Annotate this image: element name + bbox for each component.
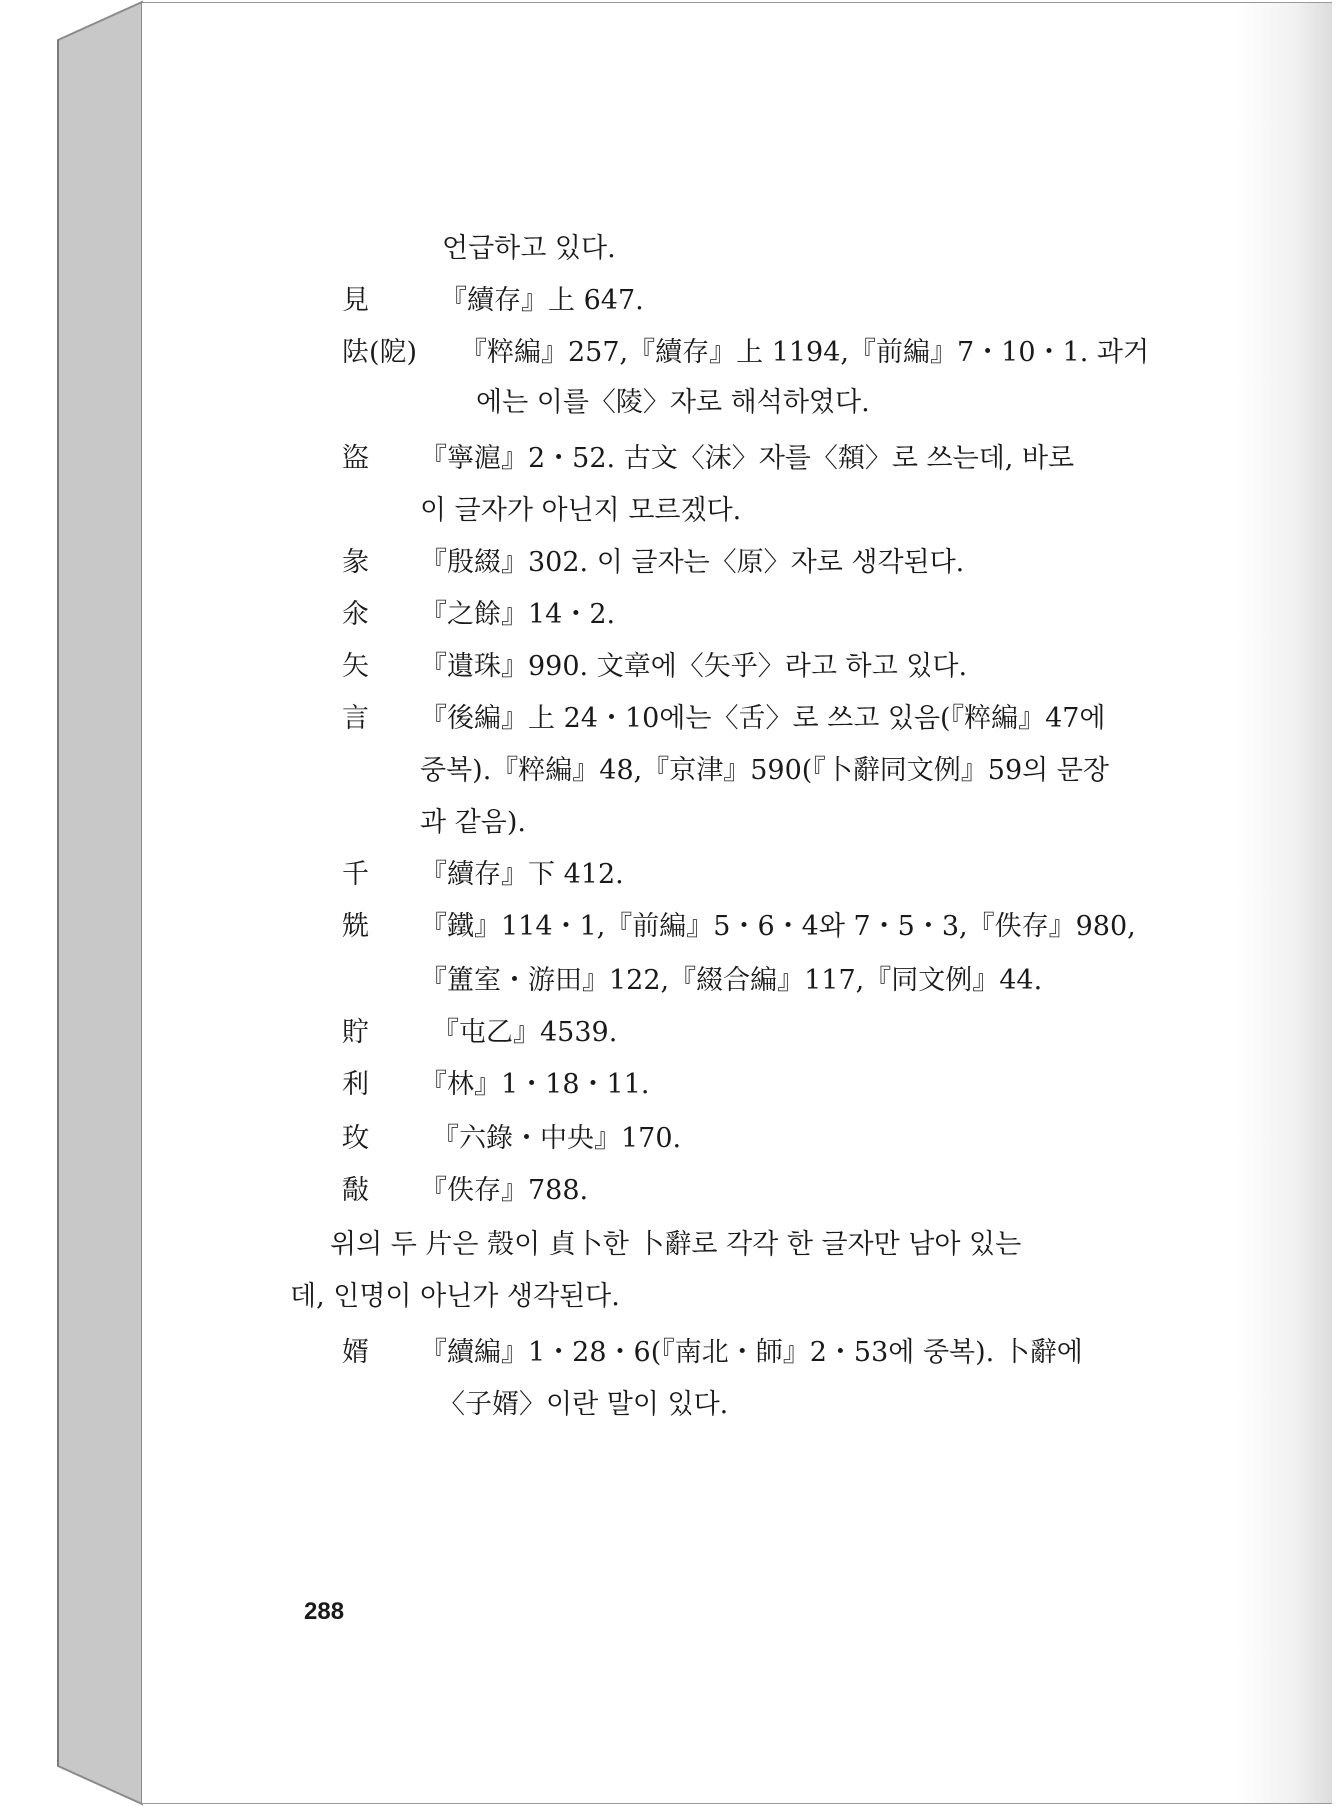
entry-text-line: 『遺珠』990. 文章에〈矢乎〉라고 하고 있다. xyxy=(420,651,968,682)
entry-text-line: 『續存』上 647. xyxy=(440,285,644,316)
entry-text-line: 〈子婿〉이란 말이 있다. xyxy=(438,1389,729,1420)
entry-text-line: 이 글자가 아닌지 모르겠다. xyxy=(420,495,742,526)
entry-text-line: 중복).『粹編』48,『京津』590(『卜辭同文例』59의 문장 xyxy=(420,755,1109,786)
entry-headword: 阹(阸) xyxy=(342,337,418,368)
entry-headword: 彖 xyxy=(342,547,369,578)
entry-text-line: 『續編』1・28・6(『南北・師』2・53에 중복). 卜辭에 xyxy=(420,1337,1083,1368)
entry-text-line: 『之餘』14・2. xyxy=(420,599,616,630)
entry-headword: 氽 xyxy=(342,599,369,630)
entry-headword: 千 xyxy=(342,859,369,890)
entry-headword: 盜 xyxy=(342,443,369,474)
entry-text-line: 『殷綴』302. 이 글자는〈原〉자로 생각된다. xyxy=(420,547,965,578)
entry-text-line: 『六錄・中央』170. xyxy=(432,1123,682,1154)
entry-text-line: 『寧滬』2・52. 古文〈沫〉자를〈頮〉로 쓰는데, 바로 xyxy=(420,443,1075,474)
entry-headword: 貯 xyxy=(342,1017,369,1048)
entry-headword: 玫 xyxy=(342,1123,369,1154)
entry-headword: 婿 xyxy=(342,1337,369,1368)
entry-text-line: 『後編』上 24・10에는〈舌〉로 쓰고 있음(『粹編』47에 xyxy=(420,703,1106,734)
entry-headword: 言 xyxy=(342,703,369,734)
entry-text-line: 『簠室・游田』122,『綴合編』117,『同文例』44. xyxy=(420,965,1043,996)
entry-text-line: 『屯乙』4539. xyxy=(432,1017,618,1048)
book-spine-edge xyxy=(0,0,145,1806)
entry-text-line: 『粹編』257,『續存』上 1194,『前編』7・10・1. 과거 xyxy=(460,337,1150,368)
page-content xyxy=(142,3,1332,1803)
entry-text-line: 에는 이를〈陵〉자로 해석하였다. xyxy=(476,387,870,418)
entry-text-line: 『鐵』114・1,『前編』5・6・4와 7・5・3,『佚存』980, xyxy=(420,911,1136,942)
entry-text-line: 『佚存』788. xyxy=(420,1175,589,1206)
paragraph-line: 위의 두 片은 殼이 貞卜한 卜辭로 각각 한 글자만 남아 있는 xyxy=(330,1229,1022,1260)
entry-text-line: 『林』1・18・11. xyxy=(420,1069,650,1100)
entry-headword: 矢 xyxy=(342,651,369,682)
paragraph-line: 데, 인명이 아닌가 생각된다. xyxy=(290,1281,620,1312)
entry-text-line: 과 같음). xyxy=(420,807,526,838)
entry-text-line: 언급하고 있다. xyxy=(442,233,616,264)
entry-text-line: 『續存』下 412. xyxy=(420,859,624,890)
entry-headword: 敽 xyxy=(342,1175,369,1206)
book-page xyxy=(142,2,1332,1804)
entry-headword: 見 xyxy=(342,285,369,316)
entry-headword: 兟 xyxy=(342,911,369,942)
page-number: 288 xyxy=(304,1598,345,1625)
entry-headword: 利 xyxy=(342,1069,369,1100)
